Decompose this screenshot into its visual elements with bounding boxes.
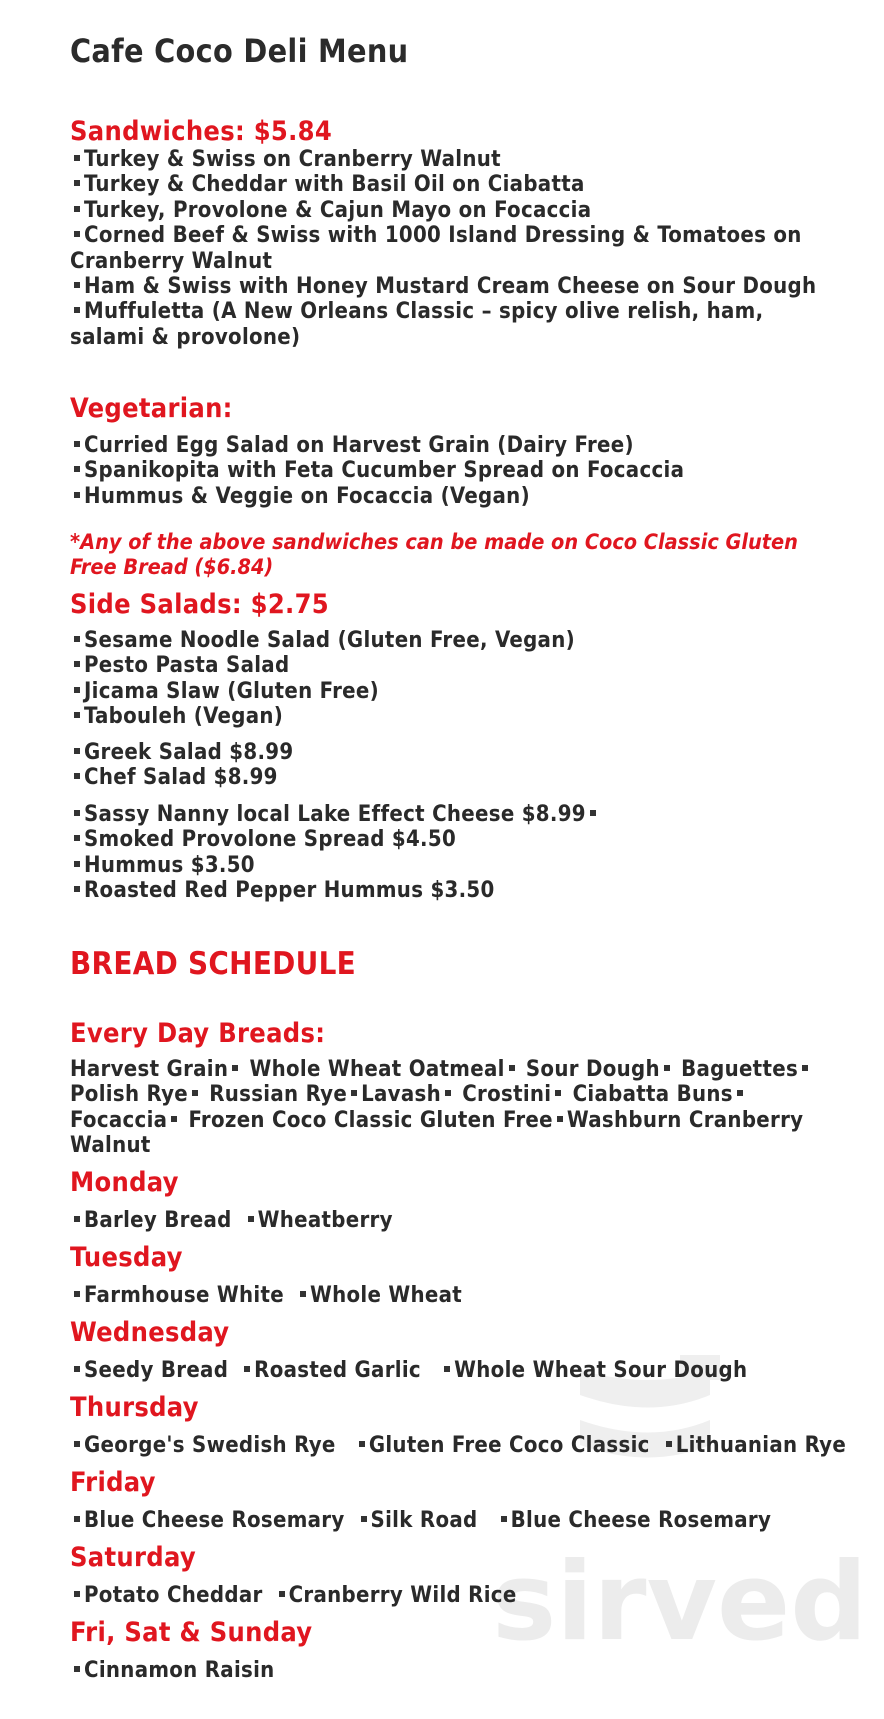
list-item: Turkey & Cheddar with Basil Oil on Ciabatta xyxy=(70,172,840,197)
weekend-breads: Cinnamon Raisin xyxy=(70,1658,275,1683)
friday-heading: Friday xyxy=(70,1467,156,1498)
salads-list xyxy=(70,740,293,791)
saturday-breads: Potato Cheddar Cranberry Wild Rice xyxy=(70,1583,517,1608)
list-item: Spanikopita with Feta Cucumber Spread on Focaccia xyxy=(70,458,684,483)
side-salads-heading: Side Salads: $2.75 xyxy=(70,589,329,620)
list-item: Smoked Provolone Spread $4.50 xyxy=(70,827,600,852)
vegetarian-list xyxy=(70,433,684,509)
list-item: Jicama Slaw (Gluten Free) xyxy=(70,679,575,704)
thursday-heading: Thursday xyxy=(70,1392,199,1423)
side-salads-list xyxy=(70,628,575,730)
everyday-breads-heading: Every Day Breads: xyxy=(70,1018,326,1049)
list-item: Curried Egg Salad on Harvest Grain (Dairy Free) xyxy=(70,433,684,458)
list-item: Hummus $3.50 xyxy=(70,853,600,878)
bread-schedule-heading: BREAD SCHEDULE xyxy=(70,946,357,982)
list-item: Greek Salad $8.99 xyxy=(70,740,293,765)
wednesday-heading: Wednesday xyxy=(70,1317,230,1348)
list-item: Turkey, Provolone & Cajun Mayo on Focaccia xyxy=(70,198,840,223)
gluten-free-note: *Any of the above sandwiches can be made on Coco Classic Gluten Free Bread ($6.84) xyxy=(70,530,798,580)
list-item: Muffuletta (A New Orleans Classic – spicy olive relish, ham, salami & provolone) xyxy=(70,299,764,350)
list-item: Chef Salad $8.99 xyxy=(70,765,293,790)
tuesday-heading: Tuesday xyxy=(70,1242,183,1273)
sandwiches-heading: Sandwiches: $5.84 xyxy=(70,116,333,147)
tuesday-breads: Farmhouse White Whole Wheat xyxy=(70,1283,462,1308)
list-item: Turkey & Swiss on Cranberry Walnut xyxy=(70,147,840,172)
list-item: Sesame Noodle Salad (Gluten Free, Vegan) xyxy=(70,628,575,653)
weekend-heading: Fri, Sat & Sunday xyxy=(70,1617,313,1648)
monday-heading: Monday xyxy=(70,1167,179,1198)
list-item: Ham & Swiss with Honey Mustard Cream Cheese on Sour Dough xyxy=(70,274,840,299)
page-title: Cafe Coco Deli Menu xyxy=(70,32,409,70)
everyday-breads-list: Harvest Grain Whole Wheat Oatmeal Sour Dough Baguettes Polish Rye Russian Rye Lavash Crostini Ciabatta Buns Focaccia Frozen Coco Classic Gluten Free Washburn Cranberry Walnut xyxy=(70,1057,840,1159)
list-item: Roasted Red Pepper Hummus $3.50 xyxy=(70,878,600,903)
thursday-breads: George's Swedish Rye Gluten Free Coco Classic Lithuanian Rye xyxy=(70,1433,846,1458)
friday-breads: Blue Cheese Rosemary Silk Road Blue Cheese Rosemary xyxy=(70,1508,771,1533)
list-item: Tabouleh (Vegan) xyxy=(70,704,575,729)
vegetarian-heading: Vegetarian: xyxy=(70,393,233,424)
list-item: Corned Beef & Swiss with 1000 Island Dressing & Tomatoes on Cranberry Walnut xyxy=(70,223,802,274)
monday-breads: Barley Bread Wheatberry xyxy=(70,1208,393,1233)
list-item: Hummus & Veggie on Focaccia (Vegan) xyxy=(70,484,684,509)
list-item: Sassy Nanny local Lake Effect Cheese $8.99 xyxy=(70,802,600,827)
extras-list xyxy=(70,802,600,904)
sandwiches-list xyxy=(70,147,840,350)
watermark-text: sirved xyxy=(492,1540,868,1665)
list-item: Pesto Pasta Salad xyxy=(70,653,575,678)
saturday-heading: Saturday xyxy=(70,1542,196,1573)
wednesday-breads: Seedy Bread Roasted Garlic Whole Wheat Sour Dough xyxy=(70,1358,747,1383)
